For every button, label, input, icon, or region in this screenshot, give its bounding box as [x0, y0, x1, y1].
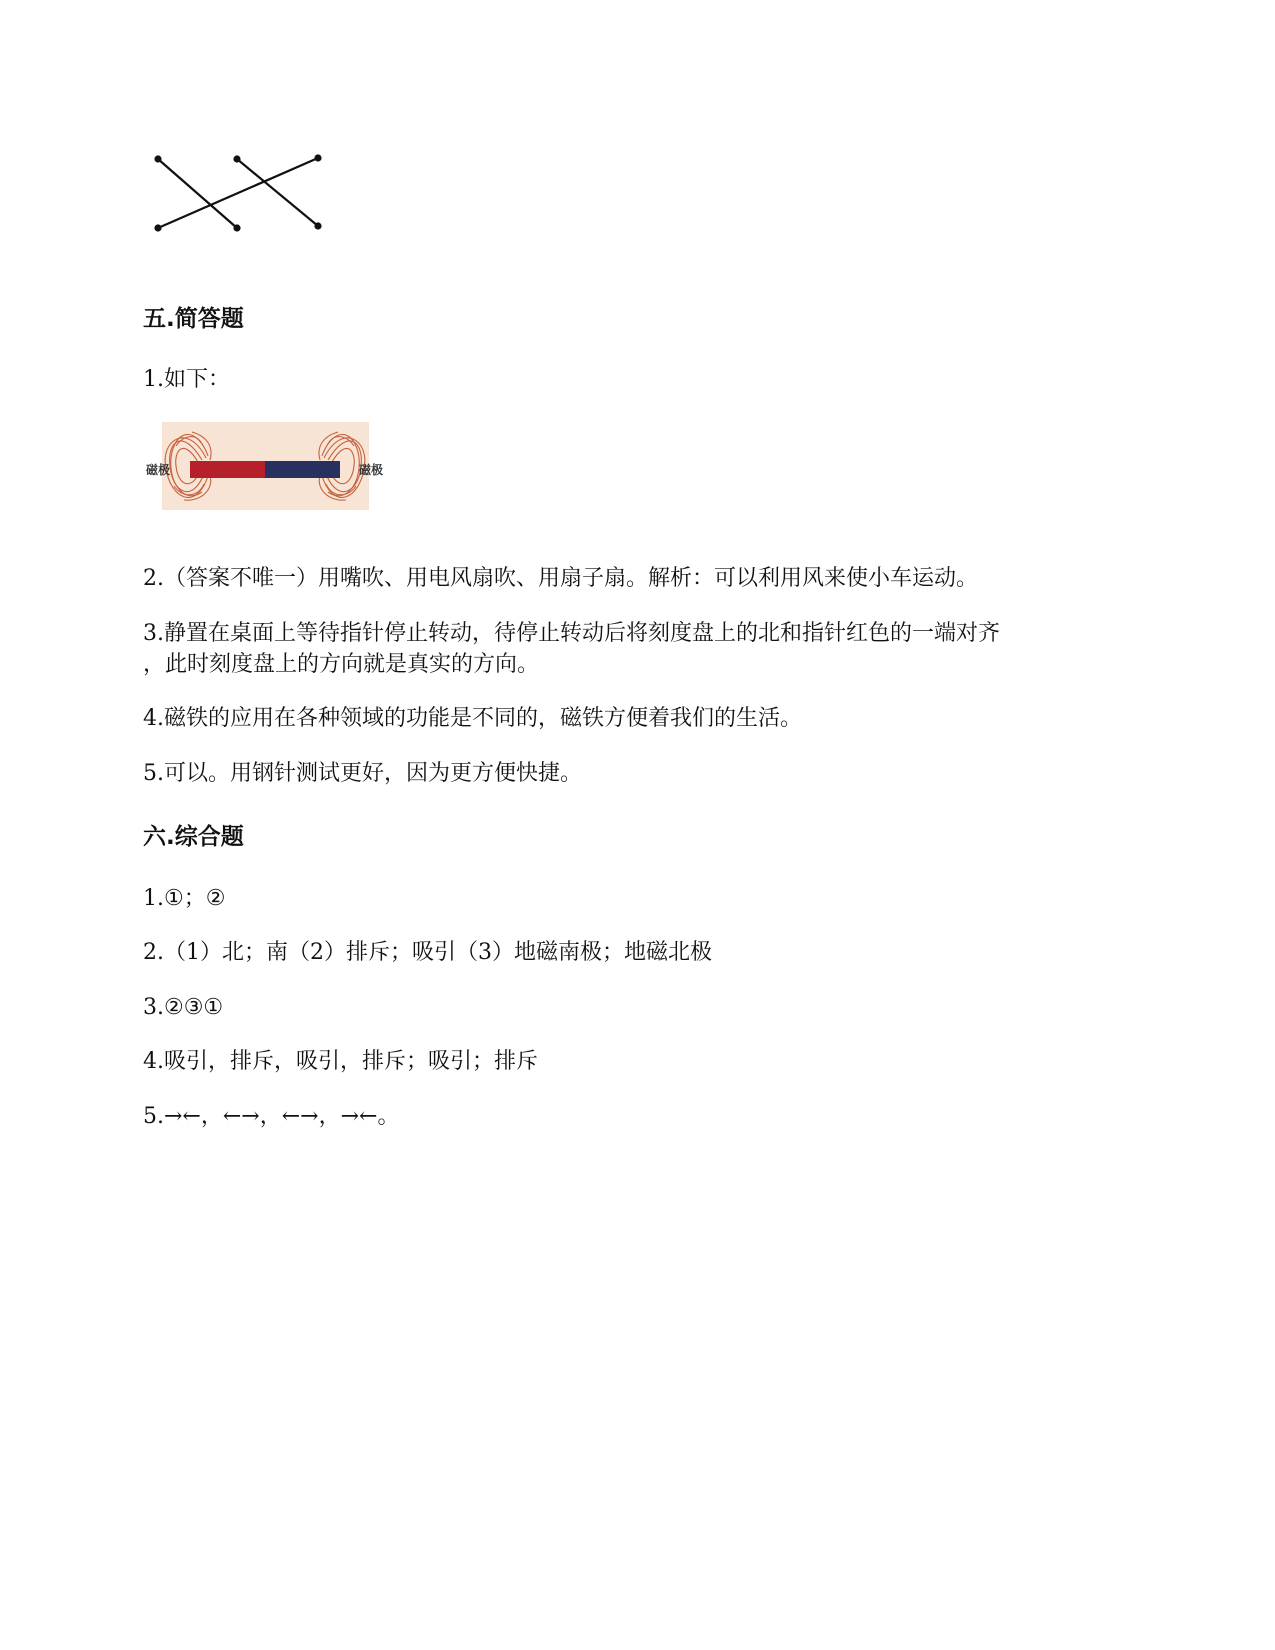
bar-magnet-figure	[145, 422, 390, 512]
answer-6-3: 3.②③①	[143, 995, 224, 1020]
answer-5-5: 5.可以。用钢针测试更好，因为更方便快捷。	[143, 761, 582, 786]
answer-5-4: 4.磁铁的应用在各种领域的功能是不同的，磁铁方便着我们的生活。	[143, 706, 802, 731]
section-title-short-answer: 五.简答题	[143, 306, 244, 332]
answer-6-1: 1.①；②	[143, 886, 226, 911]
answer-5-3-line-1: 3.静置在桌面上等待指针停止转动，待停止转动后将刻度盘上的北和指针红色的一端对齐	[143, 621, 1000, 646]
section-title-comprehensive: 六.综合题	[143, 824, 244, 850]
answer-6-4: 4.吸引，排斥，吸引，排斥；吸引；排斥	[143, 1049, 538, 1074]
magnet-pole-label-right: 磁极	[359, 463, 384, 477]
magnet-pole-label-left: 磁极	[146, 463, 171, 477]
matching-lines-diagram-icon	[148, 150, 333, 240]
answer-6-5: 5.→←，←→，←→，→←。	[143, 1104, 400, 1129]
answer-5-2: 2.（答案不唯一）用嘴吹、用电风扇吹、用扇子扇。解析：可以利用风来使小车运动。	[143, 566, 978, 591]
answer-5-1: 1.如下：	[143, 367, 230, 392]
answer-6-2: 2.（1）北；南（2）排斥；吸引（3）地磁南极；地磁北极	[143, 940, 712, 965]
iron-filings-field-icon	[162, 422, 369, 510]
answer-5-3-line-2: ，此时刻度盘上的方向就是真实的方向。	[143, 652, 540, 677]
